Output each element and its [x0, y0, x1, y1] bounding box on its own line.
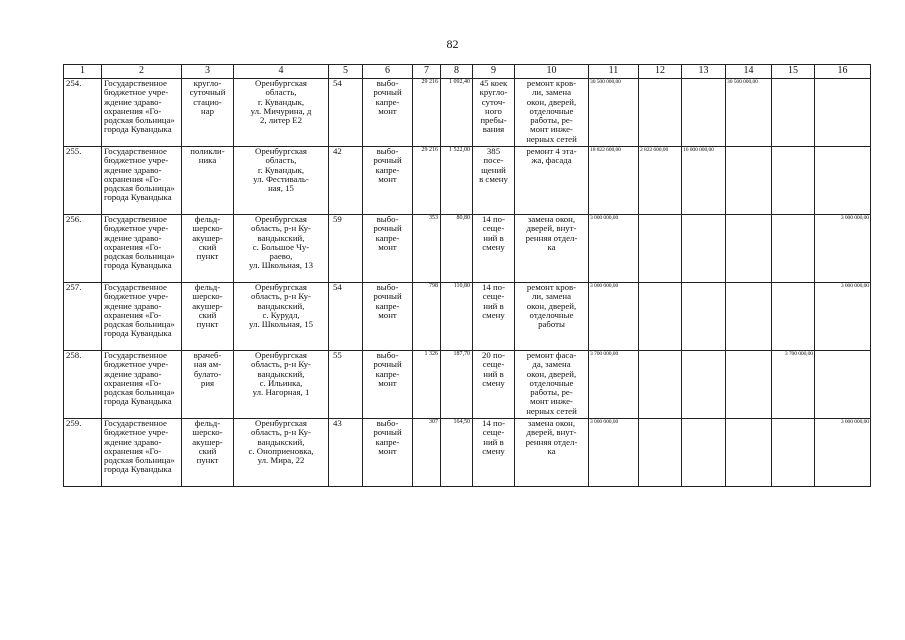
table-row [64, 79, 871, 147]
column-header: 8 [441, 65, 473, 79]
column-7-cell: 29 216 [413, 79, 441, 147]
column-number-row [64, 65, 871, 79]
table-row [64, 215, 871, 283]
column-12-cell [639, 419, 682, 487]
column-8-cell: 164,50 [441, 419, 473, 487]
column-7-cell: 798 [413, 283, 441, 351]
table-row [64, 147, 871, 215]
works-cell: ремонт фаса- да, замена окон, дверей, отделочные работы, ре- монт инже- нерных сетей [515, 351, 589, 419]
column-13-cell [682, 419, 726, 487]
work-type-cell: выбо- рочный капре- монт [363, 419, 413, 487]
capacity-cell: 14 по- сеще- ний в смену [473, 215, 515, 283]
column-5-cell: 42 [329, 147, 363, 215]
column-7-cell: 1 326 [413, 351, 441, 419]
row-number-cell: 257. [64, 283, 102, 351]
work-type-cell: выбо- рочный капре- монт [363, 351, 413, 419]
total-cost-cell: 3 000 000,00 [589, 283, 639, 351]
capacity-cell: 45 коек кругло- суточ- ного пребы- вания [473, 79, 515, 147]
column-16-cell [815, 351, 871, 419]
column-7-cell: 307 [413, 419, 441, 487]
column-16-cell: 3 000 000,00 [815, 419, 871, 487]
column-13-cell [682, 351, 726, 419]
row-number-cell: 259. [64, 419, 102, 487]
column-12-cell [639, 283, 682, 351]
capacity-cell: 20 по- сеще- ний в смену [473, 351, 515, 419]
column-12-cell [639, 351, 682, 419]
column-8-cell: 110,80 [441, 283, 473, 351]
column-header: 2 [102, 65, 182, 79]
facility-type-cell: кругло- суточный стацио- нар [182, 79, 234, 147]
address-cell: Оренбургская область, р-н Ку- вандыкский, с. Большое Чу- раево, ул. Школьная, 13 [234, 215, 329, 283]
column-14-cell [726, 147, 772, 215]
institution-cell: Государственное бюджетное учре- ждение здраво- охранения «Го- родская больница» города Кувандыка [102, 283, 182, 351]
works-cell: ремонт кров- ли, замена окон, дверей, отделочные работы, ре- монт инже- нерных сетей [515, 79, 589, 147]
facility-type-cell: поликли- ника [182, 147, 234, 215]
works-cell: замена окон, дверей, внут- ренняя отдел- ка [515, 215, 589, 283]
institution-cell: Государственное бюджетное учре- ждение здраво- охранения «Го- родская больница» города Кувандыка [102, 215, 182, 283]
column-header: 1 [64, 65, 102, 79]
total-cost-cell: 3 000 000,00 [589, 215, 639, 283]
capacity-cell: 385 посе- щений в смену [473, 147, 515, 215]
column-7-cell: 29 216 [413, 147, 441, 215]
institution-cell: Государственное бюджетное учре- ждение здраво- охранения «Го- родская больница» города Кувандыка [102, 351, 182, 419]
column-header: 14 [726, 65, 772, 79]
column-15-cell [772, 419, 815, 487]
column-14-cell [726, 215, 772, 283]
column-7-cell: 353 [413, 215, 441, 283]
address-cell: Оренбургская область, р-н Ку- вандыкский, с. Ильинка, ул. Нагорная, 1 [234, 351, 329, 419]
work-type-cell: выбо- рочный капре- монт [363, 79, 413, 147]
column-header: 3 [182, 65, 234, 79]
row-number-cell: 255. [64, 147, 102, 215]
column-14-cell [726, 419, 772, 487]
row-number-cell: 254. [64, 79, 102, 147]
column-12-cell [639, 215, 682, 283]
column-13-cell [682, 79, 726, 147]
column-header: 9 [473, 65, 515, 79]
column-header: 4 [234, 65, 329, 79]
table-row [64, 419, 871, 487]
column-header: 15 [772, 65, 815, 79]
capacity-cell: 14 по- сеще- ний в смену [473, 419, 515, 487]
column-14-cell [726, 351, 772, 419]
column-5-cell: 54 [329, 79, 363, 147]
table-row [64, 283, 871, 351]
column-header: 5 [329, 65, 363, 79]
facility-type-cell: фельд- шерско- акушер- ский пункт [182, 283, 234, 351]
address-cell: Оренбургская область, р-н Ку- вандыкский, с. Курудл, ул. Школьная, 15 [234, 283, 329, 351]
column-header: 11 [589, 65, 639, 79]
column-header: 13 [682, 65, 726, 79]
facility-type-cell: врачеб- ная ам- булато- рия [182, 351, 234, 419]
column-header: 10 [515, 65, 589, 79]
column-13-cell [682, 215, 726, 283]
column-8-cell: 1 522,00 [441, 147, 473, 215]
column-12-cell [639, 79, 682, 147]
work-type-cell: выбо- рочный капре- монт [363, 147, 413, 215]
column-14-cell [726, 283, 772, 351]
total-cost-cell: 3 000 000,00 [589, 419, 639, 487]
column-13-cell [682, 283, 726, 351]
total-cost-cell: 3 700 000,00 [589, 351, 639, 419]
facility-type-cell: фельд- шерско- акушер- ский пункт [182, 419, 234, 487]
column-header: 7 [413, 65, 441, 79]
column-12-cell: 2 822 600,00 [639, 147, 682, 215]
institution-cell: Государственное бюджетное учре- ждение здраво- охранения «Го- родская больница» города Кувандыка [102, 419, 182, 487]
column-13-cell: 16 000 000,00 [682, 147, 726, 215]
column-header: 6 [363, 65, 413, 79]
page-number: 82 [446, 37, 459, 51]
column-15-cell [772, 147, 815, 215]
column-16-cell: 3 000 000,00 [815, 215, 871, 283]
column-5-cell: 55 [329, 351, 363, 419]
institution-cell: Государственное бюджетное учре- ждение здраво- охранения «Го- родская больница» города Кувандыка [102, 79, 182, 147]
address-cell: Оренбургская область, г. Кувандык, ул. Фестиваль- ная, 15 [234, 147, 329, 215]
column-16-cell [815, 147, 871, 215]
works-cell: ремонт кров- ли, замена окон, дверей, отделочные работы [515, 283, 589, 351]
column-15-cell: 3 700 000,00 [772, 351, 815, 419]
work-type-cell: выбо- рочный капре- монт [363, 215, 413, 283]
column-5-cell: 59 [329, 215, 363, 283]
column-16-cell: 3 000 000,00 [815, 283, 871, 351]
works-cell: ремонт 4 эта- жа, фасада [515, 147, 589, 215]
column-header: 16 [815, 65, 871, 79]
institution-cell: Государственное бюджетное учре- ждение здраво- охранения «Го- родская больница» города Кувандыка [102, 147, 182, 215]
table-row [64, 351, 871, 419]
table-body [64, 79, 871, 487]
capacity-cell: 14 по- сеще- ний в смену [473, 283, 515, 351]
column-8-cell: 1 092,40 [441, 79, 473, 147]
column-5-cell: 43 [329, 419, 363, 487]
column-15-cell [772, 283, 815, 351]
works-cell: замена окон, дверей, внут- ренняя отдел- ка [515, 419, 589, 487]
address-cell: Оренбургская область, г. Кувандык, ул. Мичурина, д 2, литер Е2 [234, 79, 329, 147]
address-cell: Оренбургская область, р-н Ку- вандыкский, с. Оноприеновка, ул. Мира, 22 [234, 419, 329, 487]
column-header: 12 [639, 65, 682, 79]
row-number-cell: 258. [64, 351, 102, 419]
column-5-cell: 54 [329, 283, 363, 351]
column-15-cell [772, 79, 815, 147]
column-16-cell [815, 79, 871, 147]
column-8-cell: 187,70 [441, 351, 473, 419]
facility-repair-table [63, 64, 871, 487]
column-14-cell: 30 500 000,00 [726, 79, 772, 147]
work-type-cell: выбо- рочный капре- монт [363, 283, 413, 351]
column-8-cell: 80,80 [441, 215, 473, 283]
total-cost-cell: 30 500 000,00 [589, 79, 639, 147]
facility-type-cell: фельд- шерско- акушер- ский пункт [182, 215, 234, 283]
total-cost-cell: 18 822 600,00 [589, 147, 639, 215]
column-15-cell [772, 215, 815, 283]
row-number-cell: 256. [64, 215, 102, 283]
